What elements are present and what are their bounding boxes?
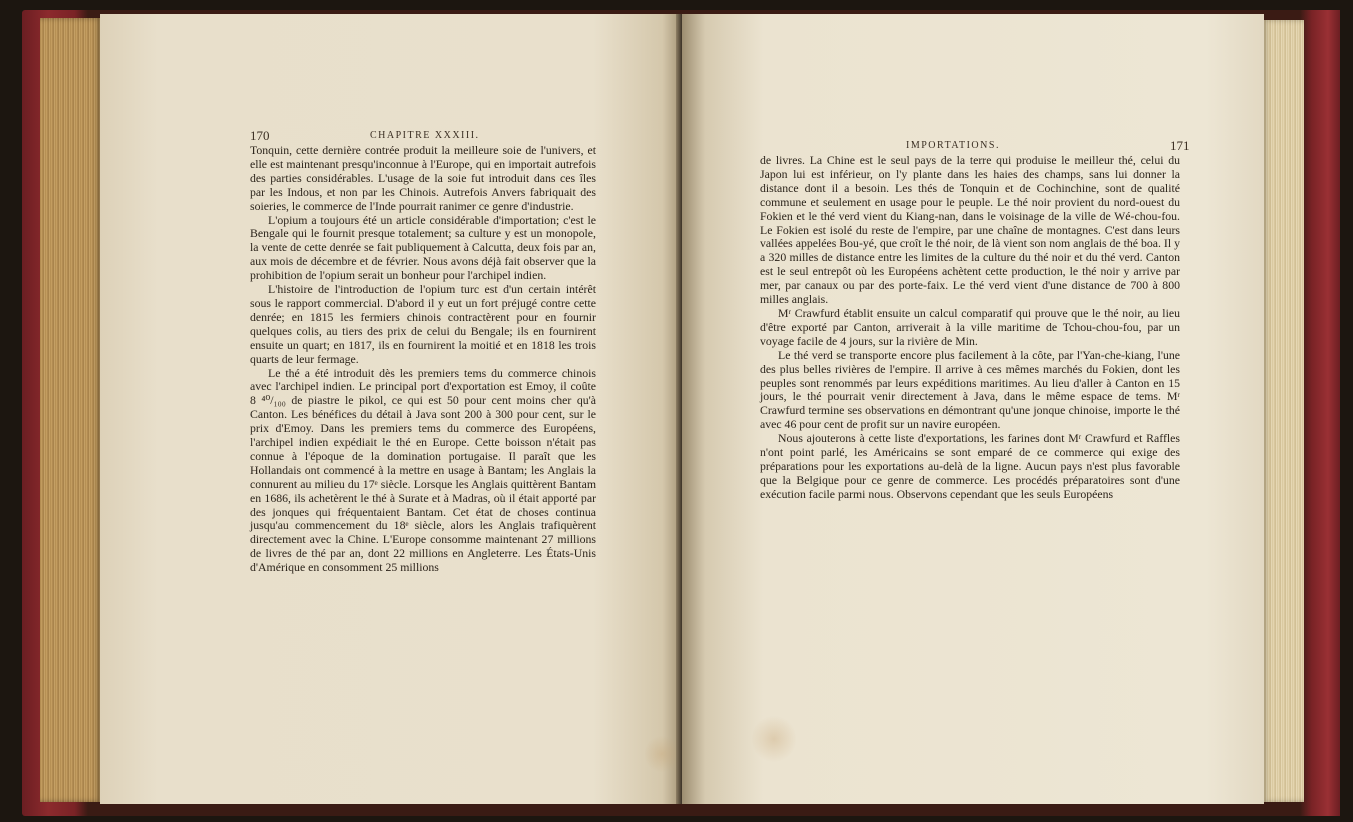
running-head-left: CHAPITRE XXXIII. (370, 130, 480, 141)
paragraph: Le thé verd se transporte encore plus facilement à la côte, par l'Yan-che-kiang, l'une des plus belles rivières de l'empire. Il arrive à ces mêmes marchés du Fokien, dont les peuples sont renommés par leurs expéditions maritimes. Au lieu d'aller à Canton en 15 jours, le thé pourrait venir directement à Java, dans le même espace de tems. Mʳ Crawfurd termine ses observations en démontrant qu'une jonque chinoise, importe le thé avec 46 pour cent de profit sur un navire européen. (760, 347, 1180, 432)
paragraph: Tonquin, cette dernière contrée produit la meilleure soie de l'univers, et elle est maintenant presqu'inconnue à l'Europe, qui en importait autrefois des parties considérables. L'usage de la soie fut introduit dans ces îles par les Indous, et non par les Chinois. Autrefois Anvers fabriquait des soieries, le commerce de l'Inde pourrait ranimer ce genre d'industrie. (250, 143, 596, 213)
right-page (682, 14, 1264, 804)
paragraph: L'opium a toujours été un article considérable d'importation; c'est le Bengale qui le fournit presque totalement; sa culture y est un monopole, la vente de cette denrée se fait publiquement à Calcutta, deux fois par an, aux mois de décembre et de février. Nous avons déjà fait observer que la prohibition de l'opium serait un bonheur pour l'archipel indien. (250, 212, 596, 283)
foxing-stain (752, 714, 796, 764)
page-edges-left (40, 18, 102, 802)
page-number-left: 170 (250, 128, 270, 143)
running-head-right: IMPORTATIONS. (906, 140, 1000, 151)
left-page (100, 14, 680, 804)
paragraph: L'histoire de l'introduction de l'opium turc est d'un certain intérêt sous le rapport commercial. D'abord il y eut un fort préjugé contre cette denrée; en 1815 les fermiers chinois contractèrent pour en fournir quelques colis, au tiers des prix de celui du Bengale; ils en fournirent ensuite un quart; en 1817, ils en fournirent la moitié et en 1818 les trois quarts de leur fermage. (250, 282, 596, 366)
right-page-body (760, 154, 1180, 502)
foxing-stain (645, 734, 679, 774)
book-cover-right (1300, 10, 1340, 816)
page-number-right: 171 (1170, 138, 1190, 153)
paragraph: Nous ajouterons à cette liste d'exportations, les farines dont Mʳ Crawfurd et Raffles n'ont point parlé, les Américains se sont emparé de ce commerce qui exige des préparations pour les exportations au-delà de la ligne. Aucun pays n'est plus favorable que la Belgique pour ce genre de commerce. Les procédés préparatoires sont d'une exécution facile parmi nous. Observons cependant que les seuls Européens (760, 431, 1180, 501)
paragraph: de livres. La Chine est le seul pays de la terre qui produise le meilleur thé, celui du Japon lui est inférieur, on l'y plante dans les haies des champs, sans lui donner la distance dont il a besoin. Les thés de Tonquin et de Cochinchine, sont de qualité commune et seulement en usage pour le peuple. Le thé noir provient du nord-ouest du Fokien et le thé verd vient du Kiang-nan, dans le voisinage de la ville de Wé-chou-fou. Le Fokien est isolé du reste de l'empire, par une chaîne de montagnes. C'est dans leurs vallées appelées Bou-yé, que croît le thé noir, de là vient son nom anglais de thé boa. Il y a 320 milles de distance entre les limites de la culture du thé noir et du thé verd. Canton est le seul entrepôt où les Européens achètent cette production, le thé noir y arrive par mer, par canaux ou par des porte-faix. Le thé verd vient d'une distance de 700 à 800 milles anglais. (760, 153, 1180, 307)
paragraph: Mʳ Crawfurd établit ensuite un calcul comparatif qui prouve que le thé noir, au lieu d'être exporté par Canton, arriverait à la ville maritime de Tchou-chou-fou, par un voyage facile de 4 jours, sur la rivière de Min. (760, 305, 1180, 348)
page-edges-right (1262, 20, 1304, 802)
paragraph: Le thé a été introduit dès les premiers tems du commerce chinois avec l'archipel indien. Le principal port d'exportation est Emoy, il coûte 8 ⁴⁰/₁₀₀ de piastre le pikol, ce qui est 50 pour cent moins cher qu'à Canton. Les bénéfices du détail à Java sont 200 à 300 pour cent, sur le prix d'Emoy. Dans les premiers tems du commerce des Européens, l'archipel indien expédiait le thé en Europe. Cette boisson n'était pas connue à l'époque de la domination portugaise. Il paraît que les Hollandais ont commencé à la mettre en usage à Bantam; les Anglais la connurent au milieu du 17ᵉ siècle. Lorsque les Anglais quittèrent Bantam en 1686, ils achetèrent le thé à Surate et à Madras, où il était apporté par des jonques qui fréquentaient Bantam. Cet état de choses continua jusqu'au commencement du 18ᵉ siècle, alors les Anglais trafiquèrent directement avec la Chine. L'Europe consomme maintenant 27 millions de livres de thé par an, dont 22 millions en Angleterre. Les États-Unis d'Amérique en consomment 25 millions (250, 365, 596, 575)
left-page-body (250, 144, 596, 575)
